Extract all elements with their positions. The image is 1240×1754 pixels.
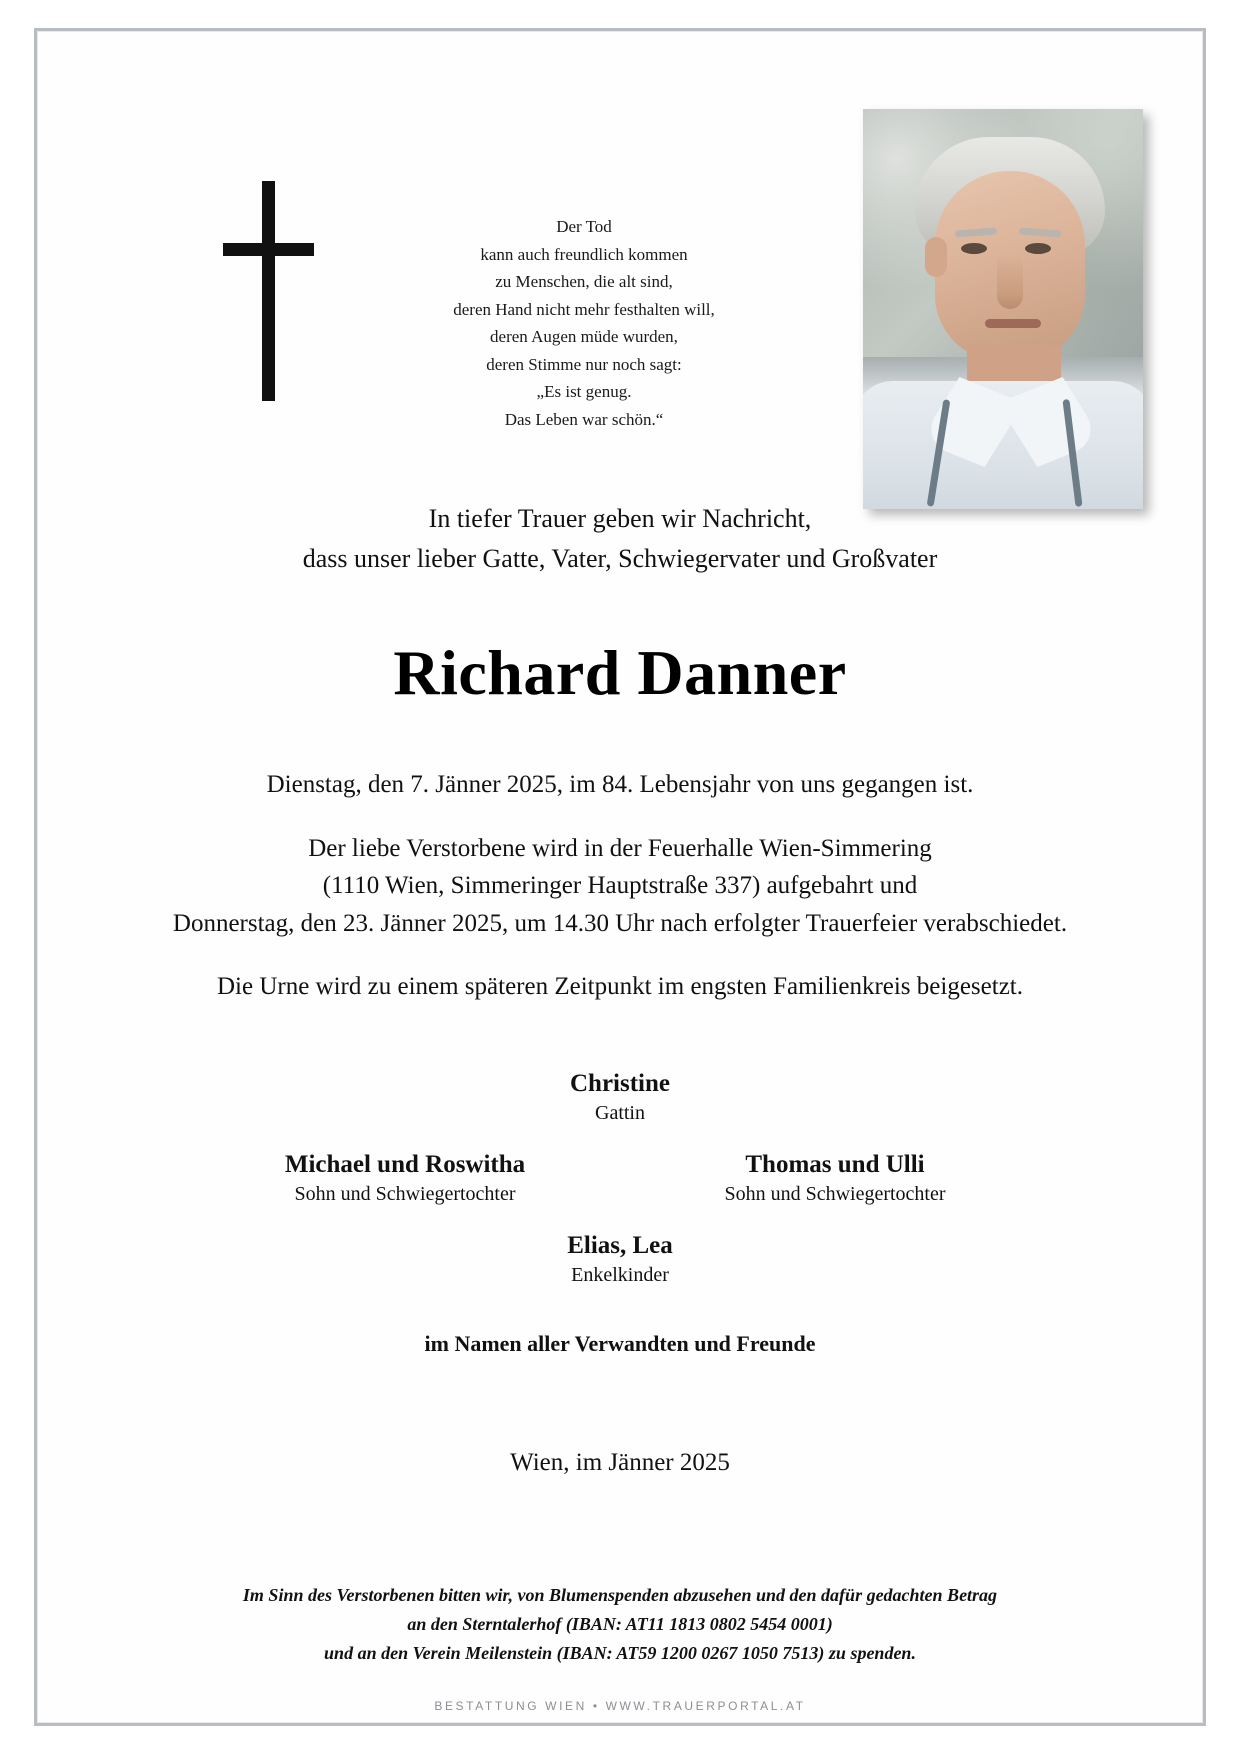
portrait-eye-right [1025, 243, 1051, 254]
donation-line-2: an den Sterntalerhof (IBAN: AT11 1813 0802 5454 0001) [407, 1613, 833, 1634]
memorial-verse [409, 213, 759, 433]
ceremony-line-2: (1110 Wien, Simmeringer Hauptstraße 337) aufgebahrt und [322, 872, 918, 900]
announcement-block [79, 499, 1161, 1006]
footer-credit: BESTATTUNG WIEN • WWW.TRAUERPORTAL.AT [434, 1699, 806, 1713]
death-date-line: Dienstag, den 7. Jänner 2025, im 84. Lebensjahr von uns gegangen ist. [266, 771, 974, 799]
ceremony-details [79, 830, 1161, 943]
family-child-name: Michael und Roswitha [284, 1150, 526, 1178]
announcement-intro-line-1: In tiefer Trauer geben wir Nachricht, [428, 504, 812, 533]
announcement-intro [79, 499, 1161, 578]
deceased-portrait [863, 109, 1143, 509]
announcement-intro-line-2: dass unser lieber Gatte, Vater, Schwiegervater und Großvater [302, 543, 938, 573]
verse-line: Das Leben war schön.“ [504, 409, 664, 429]
family-child-entry [190, 1151, 620, 1206]
verse-line: deren Augen müde wurden, [490, 327, 678, 347]
urn-note: Die Urne wird zu einem späteren Zeitpunkt im engsten Familienkreis beigesetzt. [216, 973, 1023, 1001]
family-child-name: Thomas und Ulli [745, 1150, 925, 1178]
verse-line: deren Stimme nur noch sagt: [486, 354, 682, 374]
family-child-role: Sohn und Schwiegertochter [294, 1182, 516, 1205]
cross-vertical-bar [262, 181, 275, 401]
verse-line: „Es ist genug. [536, 382, 632, 402]
place-and-date: Wien, im Jänner 2025 [510, 1448, 730, 1476]
header-row [79, 61, 1161, 491]
family-block [79, 1070, 1161, 1357]
family-spouse [79, 1070, 1161, 1125]
verse-line: zu Menschen, die alt sind, [495, 272, 673, 292]
family-child-entry [620, 1151, 1050, 1206]
ceremony-line-1: Der liebe Verstorbene wird in der Feuerhalle Wien-Simmering [308, 834, 932, 862]
family-grandchildren-role: Enkelkinder [571, 1263, 669, 1286]
obituary-card [34, 28, 1206, 1726]
donation-line-3: und an den Verein Meilenstein (IBAN: AT59 1200 0267 1050 7513) zu spenden. [324, 1642, 916, 1663]
portrait-mouth [985, 319, 1041, 328]
ceremony-line-3: Donnerstag, den 23. Jänner 2025, um 14.30 Uhr nach erfolgter Trauerfeier verabschiedet. [172, 909, 1068, 937]
verse-line: Der Tod [556, 217, 612, 236]
family-spouse-role: Gattin [595, 1101, 645, 1124]
donation-note [79, 1581, 1161, 1668]
portrait-eye-left [961, 243, 987, 254]
donation-line-1: Im Sinn des Verstorbenen bitten wir, von Blumenspenden abzusehen und den dafür gedachten Betrag [242, 1584, 998, 1605]
family-grandchildren [79, 1232, 1161, 1287]
portrait-nose [997, 255, 1023, 309]
family-closing-line: im Namen aller Verwandten und Freunde [424, 1330, 816, 1356]
portrait-ear [925, 237, 947, 277]
deceased-name: Richard Danner [393, 637, 847, 709]
family-child-role: Sohn und Schwiegertochter [724, 1182, 946, 1205]
obituary-content [37, 31, 1203, 1723]
family-children-row [79, 1151, 1161, 1206]
cross-horizontal-bar [223, 243, 314, 256]
cross-icon [209, 181, 329, 401]
family-grandchildren-names: Elias, Lea [567, 1231, 673, 1259]
verse-line: kann auch freundlich kommen [480, 244, 688, 264]
family-spouse-name: Christine [570, 1069, 670, 1097]
portrait-image [863, 109, 1143, 509]
verse-line: deren Hand nicht mehr festhalten will, [453, 299, 715, 319]
